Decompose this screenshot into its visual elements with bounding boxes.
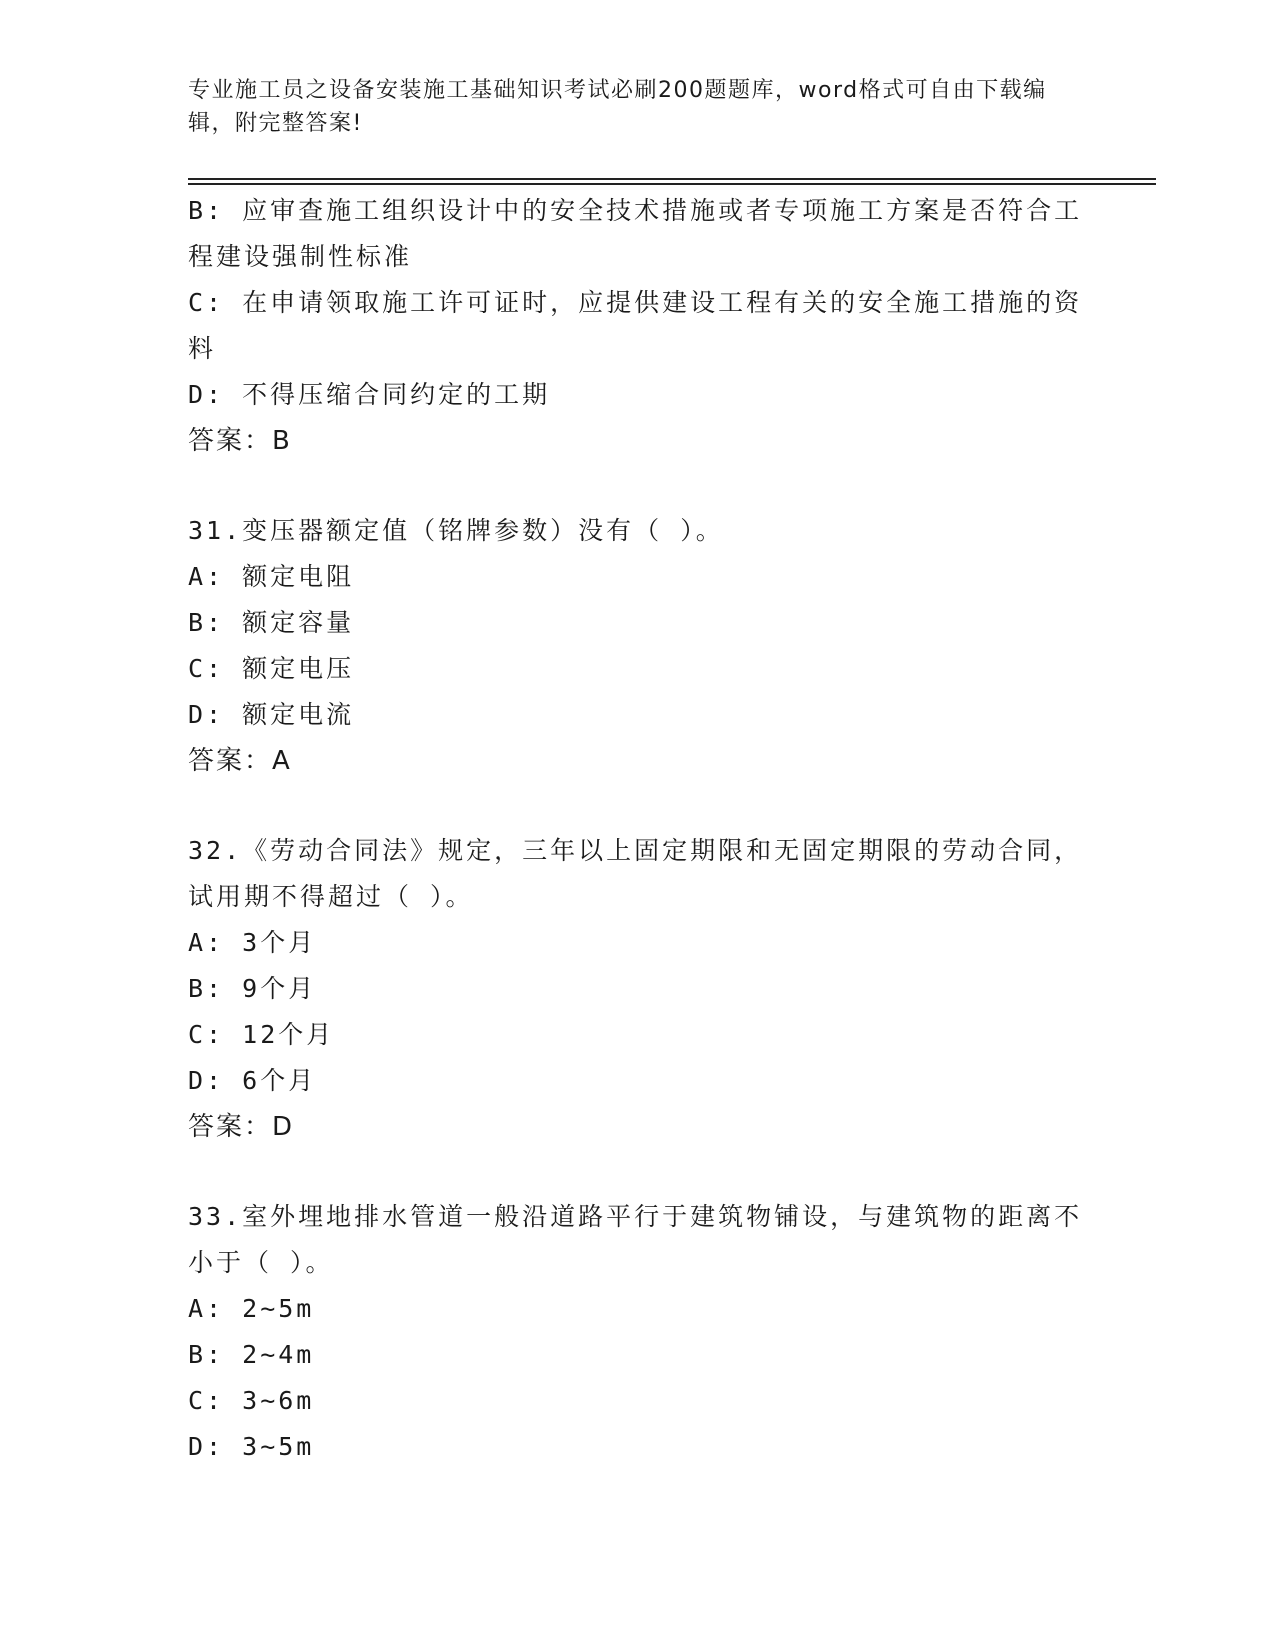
question-content [188,188,1088,1470]
header-rule-bottom [188,183,1156,185]
question-stem: 31.变压器额定值（铭牌参数）没有（ ）。 [188,516,724,545]
option-b: B: 9个月 [188,974,317,1003]
question-stem: 33.室外埋地排水管道一般沿道路平行于建筑物铺设，与建筑物的距离不小于（ ）。 [188,1202,1083,1277]
answer: 答案：A [188,746,292,776]
option-b: B: 额定容量 [188,608,355,637]
question-32 [188,828,1088,1150]
option-b: B: 应审查施工组织设计中的安全技术措施或者专项施工方案是否符合工程建设强制性标准 [188,196,1083,271]
previous-question [188,188,1088,464]
option-c: C: 12个月 [188,1020,335,1049]
header-rule-top [188,178,1156,180]
answer: 答案：D [188,1112,295,1142]
answer: 答案：B [188,426,292,456]
question-stem: 32.《劳动合同法》规定，三年以上固定期限和无固定期限的劳动合同，试用期不得超过（ ）。 [188,836,1083,911]
option-d: D: 不得压缩合同约定的工期 [188,380,551,409]
option-b: B: 2~4m [188,1340,315,1369]
option-c: C: 3~6m [188,1386,315,1415]
option-a: A: 额定电阻 [188,562,355,591]
option-d: D: 6个月 [188,1066,317,1095]
option-d: D: 3~5m [188,1432,315,1461]
option-c: C: 在申请领取施工许可证时，应提供建设工程有关的安全施工措施的资料 [188,288,1083,363]
document-header: 专业施工员之设备安装施工基础知识考试必刷200题题库，word格式可自由下载编辑，附完整答案! [188,78,1047,136]
option-d: D: 额定电流 [188,700,355,729]
option-c: C: 额定电压 [188,654,355,683]
option-a: A: 3个月 [188,928,317,957]
question-31 [188,508,1088,784]
question-33 [188,1194,1088,1470]
option-a: A: 2~5m [188,1294,315,1323]
